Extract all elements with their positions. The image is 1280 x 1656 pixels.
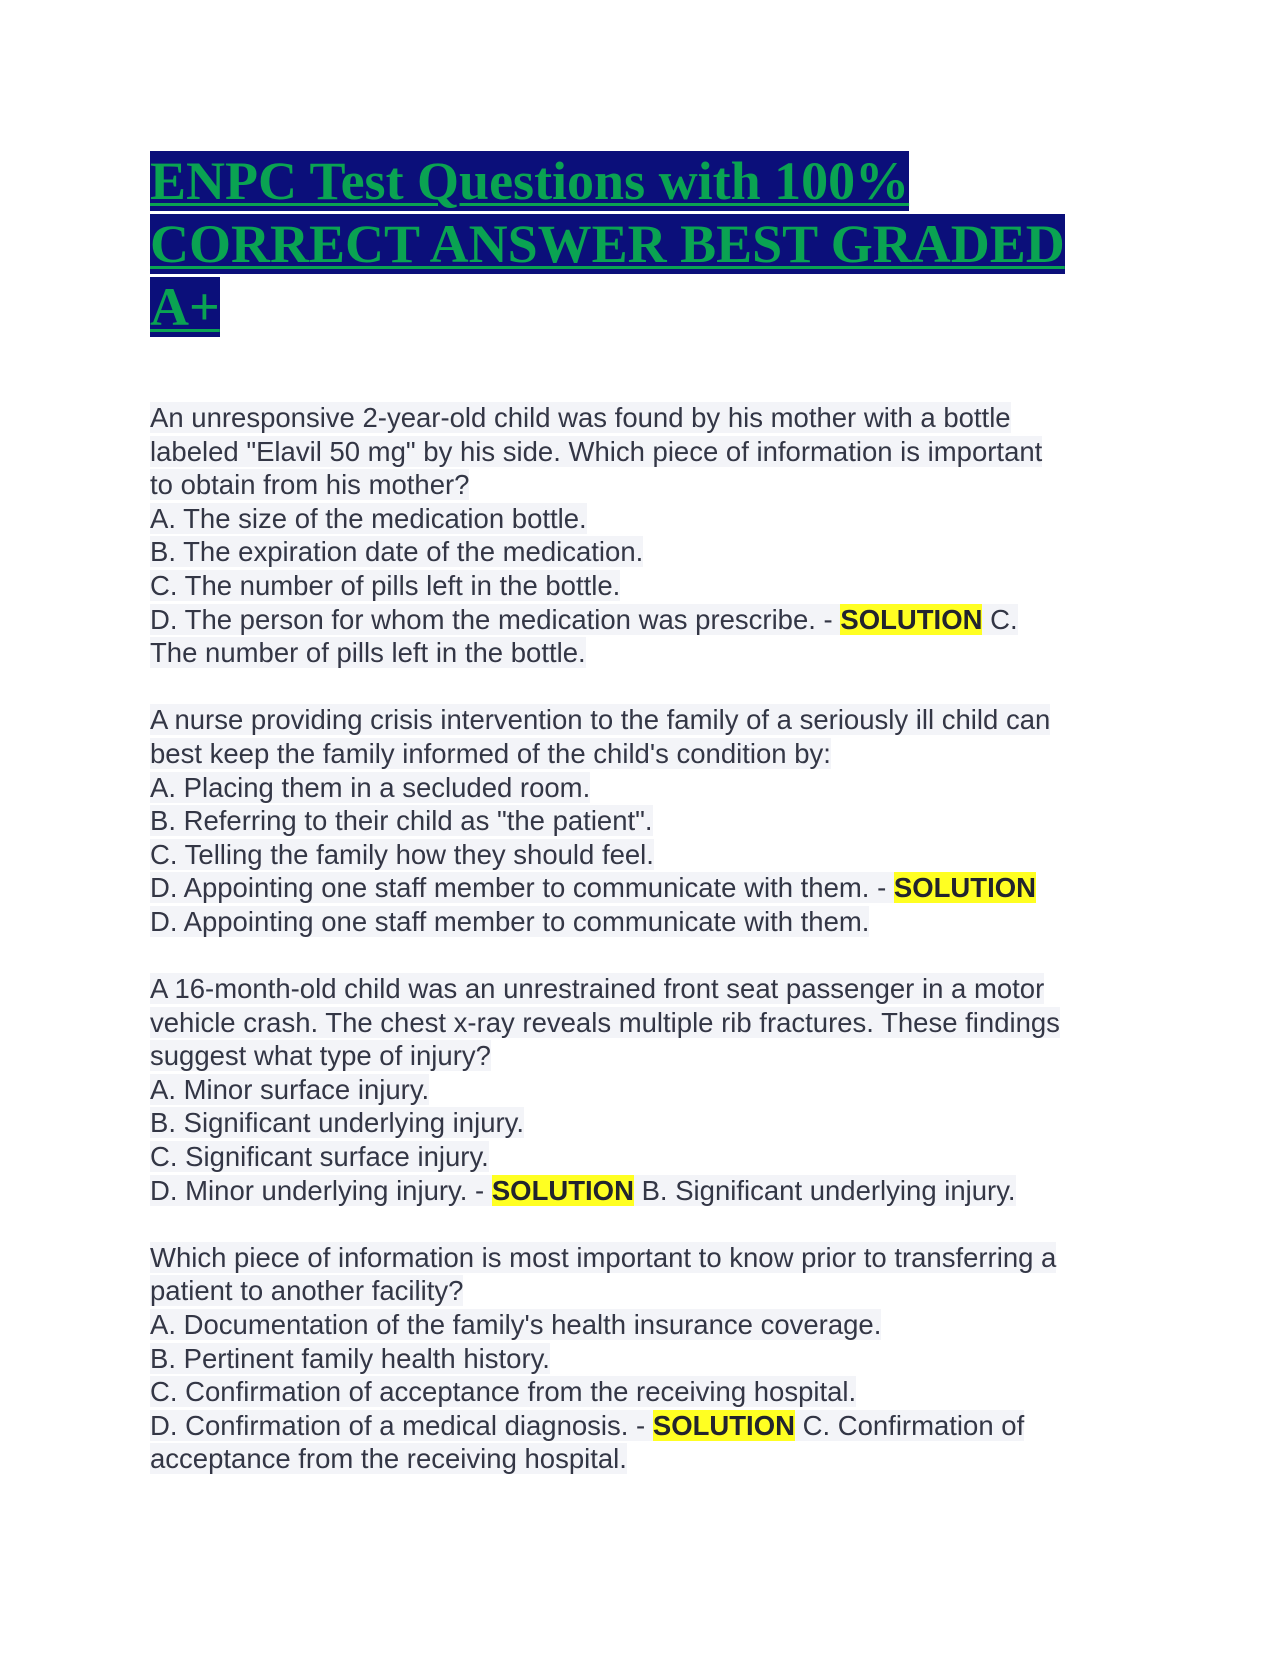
question-text-line: labeled "Elavil 50 mg" by his side. Which piece of information is important [150,435,1043,467]
question-block [150,972,1150,1207]
question-text-line: to obtain from his mother? [150,469,470,501]
question-text-line: patient to another facility? [150,1275,464,1307]
question-block [150,703,1150,938]
answer-option: A. The size of the medication bottle. [150,502,587,534]
answer-option: C. Telling the family how they should feel. [150,838,654,870]
solution-answer-line: acceptance from the receiving hospital. [150,1443,627,1475]
answer-option: A. Placing them in a secluded room. [150,771,591,803]
question-text-line: Which piece of information is most important to know prior to transferring a [150,1241,1057,1273]
answer-option: B. Pertinent family health history. [150,1342,550,1374]
answer-option: A. Documentation of the family's health insurance coverage. [150,1309,882,1341]
solution-line: D. Minor underlying injury. - SOLUTION B. Significant underlying injury. [150,1174,1016,1206]
answer-option: B. The expiration date of the medication. [150,536,644,568]
question-text-line: suggest what type of injury? [150,1040,491,1072]
title-line: ENPC Test Questions with 100% [150,151,910,211]
title-line: CORRECT ANSWER BEST GRADED [150,214,1065,274]
document-title [150,150,1110,339]
answer-option: B. Significant underlying injury. [150,1107,524,1139]
solution-highlight: SOLUTION [893,872,1036,904]
solution-answer-line: D. Appointing one staff member to communicate with them. [150,905,870,937]
question-block [150,1241,1150,1476]
question-block [150,401,1150,670]
question-text-line: An unresponsive 2-year-old child was found by his mother with a bottle [150,402,1011,433]
question-text-line: vehicle crash. The chest x-ray reveals multiple rib fractures. These findings [150,1006,1060,1038]
solution-line: D. Confirmation of a medical diagnosis. - SOLUTION C. Confirmation of [150,1409,1025,1441]
solution-highlight: SOLUTION [652,1409,795,1441]
title-line: A+ [150,277,220,337]
answer-option: C. Significant surface injury. [150,1141,489,1173]
question-text-line: best keep the family informed of the child's condition by: [150,737,831,769]
solution-highlight: SOLUTION [491,1174,634,1206]
solution-highlight: SOLUTION [840,603,983,635]
solution-line: D. Appointing one staff member to communicate with them. - SOLUTION [150,872,1036,904]
answer-option: B. Referring to their child as "the patient". [150,805,653,837]
question-list [150,401,1150,1510]
solution-answer-line: The number of pills left in the bottle. [150,637,586,669]
solution-line: D. The person for whom the medication was prescribe. - SOLUTION C. [150,603,1018,635]
answer-option: C. The number of pills left in the bottle. [150,569,621,601]
question-text-line: A 16-month-old child was an unrestrained front seat passenger in a motor [150,973,1045,1005]
question-text-line: A nurse providing crisis intervention to the family of a seriously ill child can [150,704,1051,736]
answer-option: A. Minor surface injury. [150,1073,430,1105]
answer-option: C. Confirmation of acceptance from the receiving hospital. [150,1376,857,1408]
